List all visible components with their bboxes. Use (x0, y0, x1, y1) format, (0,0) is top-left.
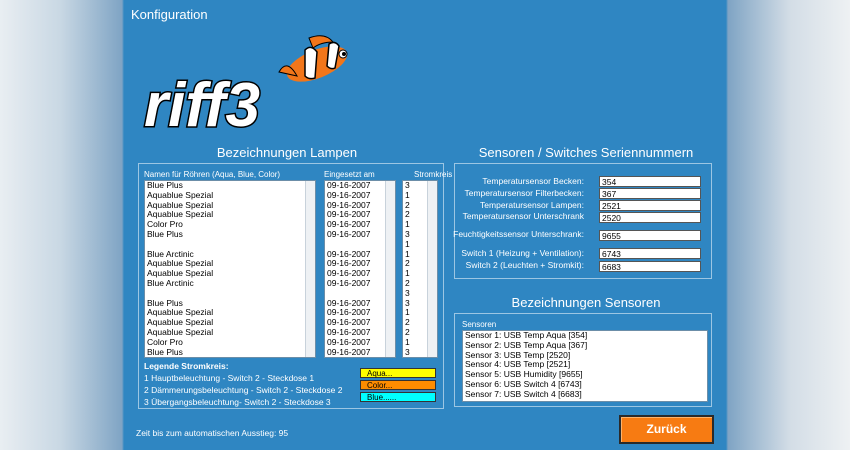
lamp-dates-textarea[interactable] (324, 180, 396, 358)
sensor-list-item: Sensor 1: USB Temp Aqua [354] (465, 330, 588, 340)
lamp-date-row: 09-16-2007 (327, 297, 371, 308)
lamp-date-row: 09-16-2007 (327, 268, 371, 279)
blue-color-button[interactable]: Blue...... (360, 392, 436, 402)
legend-line-3: 3 Übergangsbeleuchtung- Switch 2 - Steckdose 3 (144, 397, 331, 407)
lamp-date-row: 09-16-2007 (327, 228, 371, 239)
sensor-list-item: Sensor 7: USB Switch 4 [6683] (465, 388, 582, 399)
lamp-circuits-textarea[interactable] (402, 180, 438, 358)
switch1-label: Switch 1 (Heizung + Ventilation): (461, 248, 584, 258)
lamp-name-row: Aquablue Spezial (147, 189, 214, 200)
legend-line-1: 1 Hauptbeleuchtung - Switch 2 - Steckdose 1 (144, 373, 315, 383)
humidity-label: Feuchtigkeitssensor Unterschrank: (453, 229, 584, 239)
temp-becken-label: Temperatursensor Becken: (482, 176, 584, 186)
switch2-input[interactable]: 6683 (599, 261, 701, 272)
lamp-circuit-row: 1 (405, 268, 410, 279)
legend-line-2: 2 Dämmerungsbeleuchtung - Switch 2 - Steckdose 2 (144, 385, 343, 395)
lamp-circuit-row: 2 (405, 317, 410, 328)
lamp-name-row: Blue Arctinic (147, 248, 194, 259)
temp-lampen-input[interactable]: 2521 (599, 200, 701, 211)
lamp-name-row: Aquablue Spezial (147, 307, 214, 318)
lamp-name-row: Blue Plus (147, 346, 183, 357)
lamp-date-row: 09-16-2007 (327, 336, 371, 347)
svg-text:riff3: riff3 (144, 71, 261, 138)
aqua-color-button[interactable]: Aqua... (360, 368, 436, 378)
sensor-list-item: Sensor 3: USB Temp [2520] (465, 349, 571, 360)
lamp-name-row: Aquablue Spezial (147, 268, 214, 279)
lamp-circuit-row: 1 (405, 219, 410, 230)
humidity-input[interactable]: 9655 (599, 230, 701, 241)
legend-title: Legende Stromkreis: (144, 361, 229, 371)
lamp-circuit-row: 2 (405, 258, 410, 269)
switch1-input[interactable]: 6743 (599, 248, 701, 259)
lamp-date-row: 09-16-2007 (327, 277, 371, 288)
lamps-heading: Bezeichnungen Lampen (216, 145, 358, 160)
lamp-circuit-row: 3 (405, 346, 410, 357)
temp-lampen-label: Temperatursensor Lampen: (480, 200, 584, 210)
lamp-circuit-row: 1 (405, 336, 410, 347)
lamp-name-row: Blue Plus (147, 228, 183, 239)
lamp-circuit-row: 2 (405, 199, 410, 210)
temp-unterschrank-input[interactable]: 2520 (599, 212, 701, 223)
lamp-circuit-row: 2 (405, 326, 410, 337)
lamp-name-row: Blue Plus (147, 297, 183, 308)
lamp-circuit-row: 3 (405, 180, 410, 190)
lamp-name-row: Color Pro (147, 219, 183, 230)
lamp-date-row: 09-16-2007 (327, 199, 371, 210)
lamp-date-row: 09-16-2007 (327, 180, 371, 190)
clownfish-logo-icon (269, 32, 364, 92)
lamp-date-row: 09-16-2007 (327, 258, 371, 269)
lamp-circuit-row: 3 (405, 297, 410, 308)
lamp-circuit-header: Stromkreis (414, 170, 453, 179)
lamp-date-row: 09-16-2007 (327, 346, 371, 357)
app-logo (142, 68, 272, 138)
lamp-name-row: Aquablue Spezial (147, 317, 214, 328)
color-color-button[interactable]: Color... (360, 380, 436, 390)
sensor-list-item: Sensor 2: USB Temp Aqua [367] (465, 339, 588, 350)
lamp-name-row: Aquablue Spezial (147, 199, 214, 210)
lamp-dates-header: Eingesetzt am (324, 170, 375, 179)
switch2-label: Switch 2 (Leuchten + Stromkit): (465, 260, 584, 270)
sensor-list-item: Sensor 5: USB Humidity [9655] (465, 369, 583, 380)
lamp-date-row: 09-16-2007 (327, 189, 371, 200)
lamp-date-row: 09-16-2007 (327, 219, 371, 230)
temp-filterbecken-label: Temperatursensor Filterbecken: (464, 188, 584, 198)
lamp-name-row: Blue Arctinic (147, 277, 194, 288)
lamp-date-row: 09-16-2007 (327, 248, 371, 259)
window-title: Konfiguration (131, 7, 208, 22)
temp-becken-input[interactable]: 354 (599, 176, 701, 187)
lamp-circuit-row: 3 (405, 228, 410, 239)
scrollbar[interactable] (427, 181, 437, 357)
lamp-names-textarea[interactable] (144, 180, 316, 358)
sensor-names-list[interactable] (462, 330, 708, 402)
lamp-name-row: Color Pro (147, 336, 183, 347)
temp-filterbecken-input[interactable]: 367 (599, 188, 701, 199)
sensor-list-item: Sensor 4: USB Temp [2521] (465, 359, 571, 370)
sensor-list-item: Sensor 6: USB Switch 4 [6743] (465, 378, 582, 389)
lamp-circuit-row: 3 (405, 287, 410, 298)
lamp-names-header: Namen für Röhren (Aqua, Blue, Color) (144, 170, 281, 179)
temp-unterschrank-label: Temperatursensor Unterschrank (462, 211, 584, 221)
lamp-date-row: 09-16-2007 (327, 307, 371, 318)
scrollbar[interactable] (385, 181, 395, 357)
logo-text-graphic (142, 68, 272, 138)
lamp-circuit-row: 2 (405, 209, 410, 220)
lamp-name-row: Aquablue Spezial (147, 258, 214, 269)
lamp-date-row: 09-16-2007 (327, 317, 371, 328)
lamp-circuit-row: 1 (405, 307, 410, 318)
config-window (124, 0, 726, 450)
lamp-circuit-row: 1 (405, 189, 410, 200)
lamp-name-row: Aquablue Spezial (147, 326, 214, 337)
sensor-list-label: Sensoren (462, 320, 497, 329)
lamp-circuit-row: 1 (405, 248, 410, 259)
lamp-circuit-row: 1 (405, 238, 410, 249)
lamp-circuit-row: 2 (405, 277, 410, 288)
sensor-names-heading: Bezeichnungen Sensoren (511, 295, 661, 310)
lamp-date-row: 09-16-2007 (327, 326, 371, 337)
auto-exit-timer: Zeit bis zum automatischen Ausstieg: 95 (136, 428, 289, 438)
back-button[interactable]: Zurück (619, 415, 714, 444)
lamp-name-row: Aquablue Spezial (147, 209, 214, 220)
scrollbar[interactable] (305, 181, 315, 357)
lamp-date-row: 09-16-2007 (327, 209, 371, 220)
sensor-serials-heading: Sensoren / Switches Seriennummern (478, 145, 694, 160)
lamp-name-row: Blue Plus (147, 180, 183, 190)
